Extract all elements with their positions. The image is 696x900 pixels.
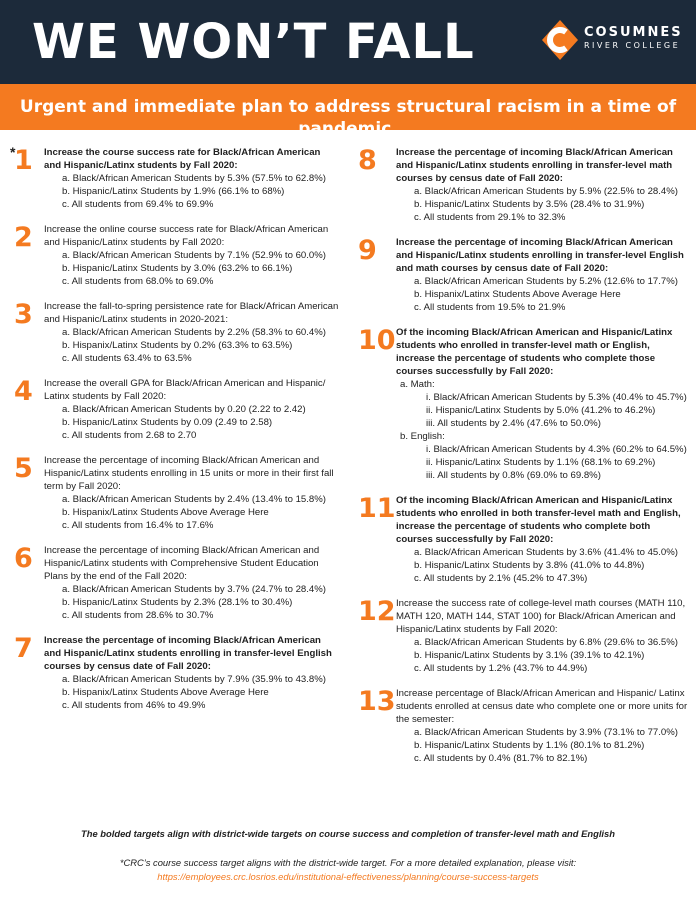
target-title: Increase the course success rate for Black/African American and Hispanic/Latinx students by Fall 2020: [44,147,321,171]
target-subitem: ii. Hispanic/Latinx Students by 1.1% (68.1% to 69.2%) [426,457,656,468]
target-subitem: iii. All students by 0.8% (69.0% to 69.8%) [426,470,601,481]
target-subitem: i. Black/African American Students by 5.3% (40.4% to 45.7%) [426,392,687,403]
target-subitem: c. All students by 0.4% (81.7% to 82.1%) [414,753,588,764]
target-title: Of the incoming Black/African American and Hispanic/Latinx students who enrolled in both transfer-level math and English, increase the percentage of students who complete both courses successfully by Fall 2020: [396,495,681,545]
target-number: 1 [14,145,33,176]
cosumnes-c-icon [540,18,580,62]
target-item [358,236,688,314]
target-subitem: a. Black/African American Students by 7.1% (52.9% to 60.0%) [62,250,326,261]
target-subitem: b. Hispanic/Latinx Students by 3.8% (41.0% to 44.8%) [414,560,645,571]
logo-subtitle: RIVER COLLEGE [584,41,681,50]
target-subitem: a. Black/African American Students by 6.8% (29.6% to 36.5%) [414,637,678,648]
target-subitem: a. Black/African American Students by 3.7% (24.7% to 28.4%) [62,584,326,595]
target-item [358,687,688,765]
target-item [14,377,340,442]
target-subitem: c. All students from 68.0% to 69.0% [62,276,214,287]
target-subitem: c. All students 63.4% to 63.5% [62,353,192,364]
target-subitem: c. All students by 2.1% (45.2% to 47.3%) [414,573,588,584]
target-subitem: a. Black/African American Students by 2.4% (13.4% to 15.8%) [62,494,326,505]
left-column [10,144,340,724]
target-number: 8 [358,145,377,176]
footer-star-note: *CRC’s course success target aligns with the district-wide target. For a more detailed explanation, please visit: [119,857,577,868]
target-subitem: b. Hispanic/Latinx Students by 1.1% (80.1% to 81.2%) [414,740,645,751]
target-subitem: a. Black/African American Students by 3.9% (73.1% to 77.0%) [414,727,678,738]
target-subitem: b. Hispanix/Latinx Students Above Average Here [414,289,621,300]
target-title: Increase the percentage of incoming Black/African American and Hispanic/Latinx students enrolling in 15 units or more in their first fall term by Fall 2020: [44,455,334,492]
target-title: Increase the online course success rate for Black/African American and Hispanic/Latinx students by Fall 2020: [44,224,329,248]
banner-text: Urgent and immediate plan to address structural racism in a time of pandemic. [19,97,677,139]
target-subitem: a. Black/African American Students by 5.9% (22.5% to 28.4%) [414,186,678,197]
target-subitem: b. Hispanic/Latinx Students by 3.0% (63.2% to 66.1%) [62,263,293,274]
target-title: Increase the percentage of incoming Black/African American and Hispanic/Latinx students enrolling in transfer-level English and math courses by census date of Fall 2020: [396,237,684,274]
target-number: 4 [14,376,33,407]
target-subitem: b. Hispanix/Latinx Students by 0.2% (63.3% to 63.5%) [62,340,293,351]
target-subitem: a. Black/African American Students by 2.2% (58.3% to 60.4%) [62,327,326,338]
target-subitem: c. All students from 16.4% to 17.6% [62,520,214,531]
target-item [10,144,340,211]
target-number: 9 [358,235,377,266]
target-title: Increase the percentage of incoming Black/African American and Hispanic/Latinx students enrolling in transfer-level math courses by census date of Fall 2020: [396,147,673,184]
asterisk-marker: * [10,144,16,160]
header [0,0,696,84]
target-title: Increase the success rate of college-level math courses (MATH 110, MATH 120, MATH 144, STAT 100) for Black/African American and Hispanic/Latinx students by Fall 2020: [396,598,686,635]
footer-link[interactable]: https://employees.crc.losrios.edu/institutional-effectiveness/planning/course-success-targets [157,871,539,882]
target-item [14,544,340,622]
target-subitem: c. All students from 46% to 49.9% [62,700,206,711]
target-subitem: a. Black/African American Students by 7.9% (35.9% to 43.8%) [62,674,326,685]
footer-note: The bolded targets align with district-wide targets on course success and completion of transfer-level math and English [81,828,615,839]
target-item [358,597,688,675]
target-title: Increase percentage of Black/African American and Hispanic/ Latinx students enrolled at census date who complete one or more units for the semester: [396,688,688,725]
target-subitem: a. Black/African American Students by 0.20 (2.22 to 2.42) [62,404,306,415]
target-subitem: i. Black/African American Students by 4.3% (60.2% to 64.5%) [426,444,687,455]
right-column [358,146,688,777]
target-subitem: b. Hispanix/Latinx Students Above Average Here [62,687,269,698]
target-subitem: c. All students from 19.5% to 21.9% [414,302,566,313]
target-item [14,300,340,365]
target-number: 11 [358,493,396,524]
banner [0,84,696,139]
target-number: 3 [14,299,33,330]
target-subitem: a. Black/African American Students by 5.3% (57.5% to 62.8%) [62,173,326,184]
target-title: Increase the overall GPA for Black/African American and Hispanic/ Latinx students by Fall 2020: [44,378,326,402]
target-group-label: b. English: [400,431,445,442]
target-number: 5 [14,453,33,484]
target-subitem: c. All students from 69.4% to 69.9% [62,199,214,210]
target-subitem: b. Hispanic/Latinx Students by 3.5% (28.4% to 31.9%) [414,199,645,210]
target-subitem: b. Hispanic/Latinx Students by 3.1% (39.1% to 42.1%) [414,650,645,661]
target-subitem: c. All students from 29.1% to 32.3% [414,212,566,223]
target-title: Increase the percentage of incoming Black/African American and Hispanic/Latinx students enrolling in transfer-level English courses by census date of Fall 2020: [44,635,332,672]
target-subitem: b. Hispanic/Latinx Students by 0.09 (2.49 to 2.58) [62,417,273,428]
target-subitem: c. All students by 1.2% (43.7% to 44.9%) [414,663,588,674]
target-subitem: iii. All students by 2.4% (47.6% to 50.0%) [426,418,601,429]
target-subitem: a. Black/African American Students by 5.2% (12.6% to 17.7%) [414,276,678,287]
target-item [358,146,688,224]
target-subitem: b. Hispanix/Latinx Students Above Average Here [62,507,269,518]
target-item [358,494,688,585]
target-number: 10 [358,325,396,356]
target-subitem: ii. Hispanic/Latinx Students by 5.0% (41.2% to 46.2%) [426,405,656,416]
target-subitem: a. Black/African American Students by 3.6% (41.4% to 45.0%) [414,547,678,558]
target-subitem: c. All students from 2.68 to 2.70 [62,430,197,441]
target-subitem: b. Hispanic/Latinx Students by 2.3% (28.1% to 30.4%) [62,597,293,608]
target-item [358,326,688,482]
target-number: 2 [14,222,33,253]
target-title: Increase the percentage of incoming Black/African American and Hispanic/Latinx students with Comprehensive Student Education Plans by the end of the Fall 2020: [44,545,320,582]
target-title: Of the incoming Black/African American and Hispanic/Latinx students who enrolled in transfer-level math or English, increase the percentage of students who complete those courses successfully by Fall 2020: [396,327,673,377]
target-subitem: b. Hispanic/Latinx Students by 1.9% (66.1% to 68%) [62,186,285,197]
logo-name: COSUMNES [584,25,683,40]
target-number: 12 [358,596,396,627]
target-number: 13 [358,686,396,717]
page-title: WE WON’T FALL [32,14,475,70]
college-logo [540,18,690,64]
target-number: 7 [14,633,33,664]
target-title: Increase the fall-to-spring persistence rate for Black/African American and Hispanic/Latinx students in 2020-2021: [44,301,339,325]
target-item [14,634,340,712]
target-item [14,223,340,288]
target-subitem: c. All students from 28.6% to 30.7% [62,610,214,621]
target-item [14,454,340,532]
target-group-label: a. Math: [400,379,435,390]
target-number: 6 [14,543,33,574]
